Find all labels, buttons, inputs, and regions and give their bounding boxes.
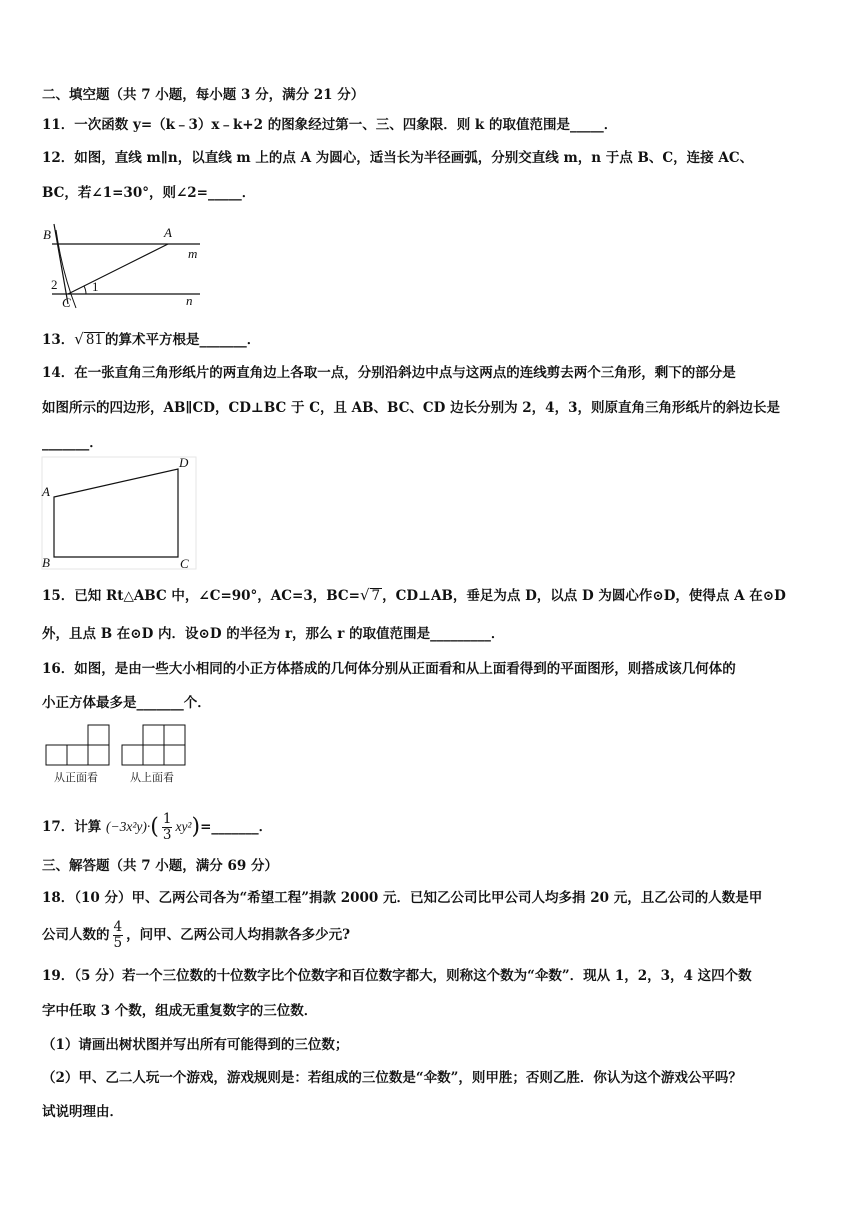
figure-frame (42, 457, 196, 569)
label-a: A (164, 225, 172, 240)
expression-term-2: xy² (175, 819, 192, 834)
question-13-prefix: 13． (42, 332, 75, 348)
fraction-denominator: 5 (113, 935, 123, 951)
question-12-line-2: BC，若∠1=30°，则∠2=_____． (42, 185, 256, 201)
question-18-text-a: 公司人数的 (42, 927, 110, 943)
label-angle-1: 1 (92, 279, 99, 294)
open-paren: ( (150, 814, 159, 840)
radical-sign: √ (359, 586, 370, 604)
question-12-line-1: 12．如图，直线 m∥n，以直线 m 上的点 A 为圆心，适当长为半径画弧，分别交直线 m，n 于点 B、C，连接 AC、 (42, 150, 754, 166)
question-15-line-2: 外，且点 B 在⊙D 内．设⊙D 的半径为 r，那么 r 的取值范围是_________． (42, 626, 505, 642)
question-17-prefix: 17．计算 (42, 819, 102, 835)
quadrilateral-abcd (54, 469, 178, 557)
question-13 (42, 330, 260, 349)
front-view-caption: 从正面看 (54, 771, 98, 784)
question-19-line-1: 19．（5 分）若一个三位数的十位数字比个位数字和百位数字都大，则称这个数为“伞数”．现从 1，2，3，4 这四个数 (42, 968, 752, 984)
question-18-line-2 (42, 916, 350, 954)
question-15-text-b: ，CD⊥AB，垂足为点 D，以点 D 为圆心作⊙D，使得点 A 在⊙D (382, 588, 786, 604)
segment-ac (68, 244, 168, 294)
section-heading-solutions: 三、解答题（共 7 小题，满分 69 分） (42, 858, 278, 874)
figure-cube-views (44, 723, 194, 785)
label-n: n (186, 293, 193, 308)
label-c: C (180, 556, 189, 571)
radical-sign: √ (74, 330, 84, 348)
label-b: B (43, 227, 51, 242)
close-paren: ) (191, 814, 201, 840)
question-17-suffix: =_______． (200, 819, 273, 835)
label-b: B (42, 555, 50, 570)
question-15-text-a: 15．已知 Rt△ABC 中，∠C=90°，AC=3，BC= (42, 588, 360, 604)
front-view-grid (46, 725, 109, 765)
radicand-7: 7 (371, 588, 381, 604)
label-d: D (179, 455, 189, 470)
question-14-line-2: 如图所示的四边形，AB∥CD，CD⊥BC 于 C，且 AB、BC、CD 边长分别为 2，4，3，则原直角三角形纸片的斜边长是 (42, 400, 780, 416)
question-13-suffix: 的算术平方根是_______． (105, 332, 261, 348)
question-17 (42, 810, 272, 844)
question-16-line-2: 小正方体最多是_______个． (42, 695, 211, 711)
label-a: A (42, 484, 50, 499)
top-view-grid (122, 725, 185, 765)
label-c: C (62, 295, 71, 310)
question-18-line-1: 18．（10 分）甲、乙两公司各为“希望工程”捐款 2000 元．已知乙公司比甲公司人均多捐 20 元，且乙公司的人数是甲 (42, 890, 763, 906)
segment-bc (54, 224, 68, 304)
angle-1-arc (84, 286, 86, 294)
fraction-numerator: 4 (113, 919, 123, 935)
label-m: m (188, 246, 198, 261)
question-11: 11．一次函数 y=（k﹣3）x﹣k+2 的图象经过第一、三、四象限．则 k 的取值范围是_____． (42, 117, 618, 133)
fraction-denominator: 3 (162, 827, 172, 843)
fraction-one-third (162, 812, 173, 843)
question-19-part-2: （2）甲、乙二人玩一个游戏，游戏规则是：若组成的三位数是“伞数”，则甲胜；否则乙胜．你认为这个游戏公平吗？ (42, 1070, 742, 1086)
fraction-numerator: 1 (162, 811, 172, 827)
radicand-81: 81 (85, 332, 104, 348)
question-18-text-b: ，问甲、乙两公司人均捐款各多少元? (126, 927, 351, 943)
top-view-caption: 从上面看 (130, 771, 174, 784)
question-15-line-1 (42, 586, 786, 605)
question-19-part-2-continued: 试说明理由． (42, 1104, 123, 1120)
fraction-four-fifths (113, 920, 124, 951)
question-14-line-1: 14．在一张直角三角形纸片的两直角边上各取一点，分别沿斜边中点与这两点的连线剪去两个三角形，剩下的部分是 (42, 365, 736, 381)
label-angle-2: 2 (51, 277, 58, 292)
question-16-line-1: 16．如图，是由一些大小相同的小正方体搭成的几何体分别从正面看和从上面看得到的平面图形，则搭成该几何体的 (42, 661, 736, 677)
question-19-part-1: （1）请画出树状图并写出所有可能得到的三位数； (42, 1037, 349, 1053)
figure-quadrilateral (40, 455, 200, 573)
figure-parallel-lines (40, 222, 210, 310)
expression-term-1: (−3x²y)· (106, 819, 151, 834)
question-19-line-2: 字中任取 3 个数，组成无重复数字的三位数． (42, 1003, 318, 1019)
question-14-line-3: _______． (42, 435, 103, 451)
section-heading-fill-in: 二、填空题（共 7 小题，每小题 3 分，满分 21 分） (42, 87, 365, 103)
